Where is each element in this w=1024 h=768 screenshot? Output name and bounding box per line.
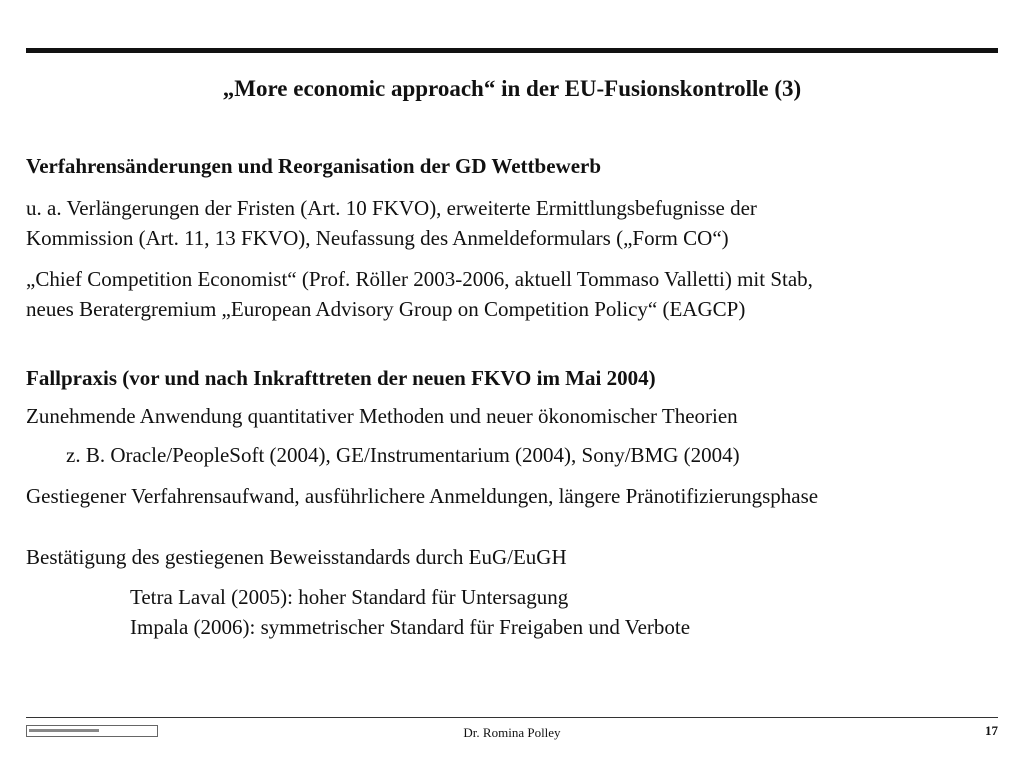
slide-title: „More economic approach“ in der EU-Fusionskontrolle (3) xyxy=(222,76,802,101)
section1-paragraph2 xyxy=(26,264,998,324)
section2-heading: Fallpraxis (vor und nach Inkrafttreten der neuen FKVO im Mai 2004) xyxy=(26,366,656,390)
section1-paragraph1-line2: Kommission (Art. 11, 13 FKVO), Neufassung des Anmeldeformulars („Form CO“) xyxy=(26,226,729,250)
section3-cases xyxy=(130,582,998,642)
section1-paragraph1 xyxy=(26,193,998,253)
section3-case2: Impala (2006): symmetrischer Standard für Freigaben und Verbote xyxy=(130,615,691,639)
section1-paragraph2-line2: neues Beratergremium „European Advisory Group on Competition Policy“ (EAGCP) xyxy=(26,297,746,321)
section1-heading: Verfahrensänderungen und Reorganisation der GD Wettbewerb xyxy=(26,154,602,178)
footer-author: Dr. Romina Polley xyxy=(463,725,561,740)
section2-examples: z. B. Oracle/PeopleSoft (2004), GE/Instrumentarium (2004), Sony/BMG (2004) xyxy=(66,443,740,467)
section1-paragraph1-line1: u. a. Verlängerungen der Fristen (Art. 10 FKVO), erweiterte Ermittlungsbefugnisse der xyxy=(26,196,757,220)
section1-paragraph2-line1: „Chief Competition Economist“ (Prof. Röller 2003-2006, aktuell Tommaso Valletti) mit Stab, xyxy=(26,267,813,291)
section2-line3: Gestiegener Verfahrensaufwand, ausführlichere Anmeldungen, längere Pränotifizierungsphase xyxy=(26,484,819,508)
section2-line1: Zunehmende Anwendung quantitativer Methoden und neuer ökonomischer Theorien xyxy=(26,404,738,428)
section3-line1: Bestätigung des gestiegenen Beweisstandards durch EuG/EuGH xyxy=(26,545,567,569)
page-number: 17 xyxy=(985,723,998,738)
section3-case1: Tetra Laval (2005): hoher Standard für Untersagung xyxy=(130,585,569,609)
bottom-rule xyxy=(26,717,998,718)
top-rule xyxy=(26,48,998,53)
